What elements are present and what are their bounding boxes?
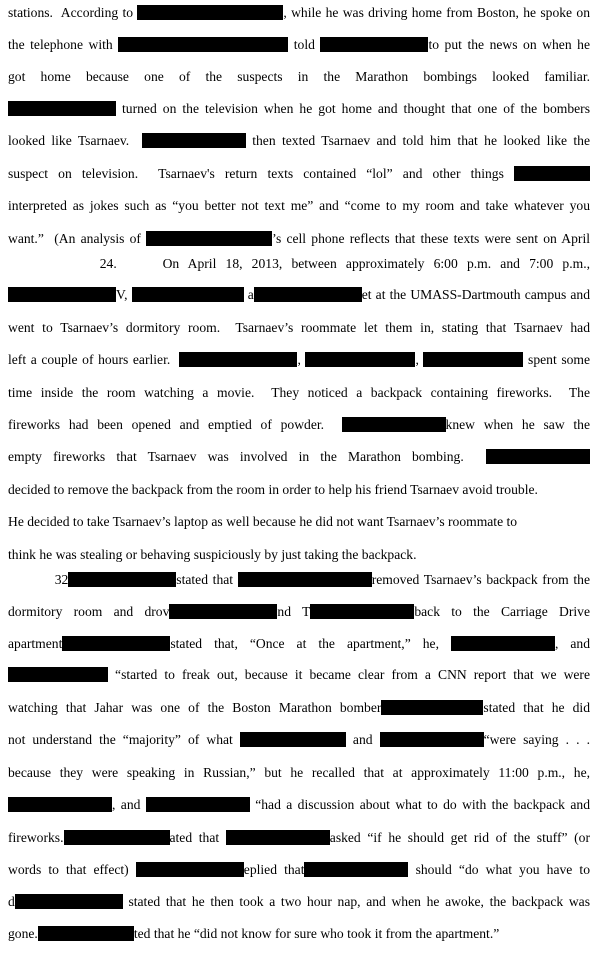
text-segment: 24. On April 18, 2013, between approximately 6:00 p.m. and 7:00 p.m., bbox=[8, 256, 590, 271]
text-segment: fireworks had been opened and emptied of powder. bbox=[8, 417, 342, 432]
text-segment: should “do what you have to bbox=[408, 862, 590, 877]
text-line bbox=[8, 732, 590, 748]
text-segment: apartment bbox=[8, 636, 63, 651]
text-line bbox=[8, 604, 590, 620]
text-segment: , and bbox=[112, 797, 146, 812]
text-segment: He decided to take Tsarnaev’s laptop as well because he did not want Tsarnaev’s roommate to bbox=[8, 514, 518, 529]
text-segment: want.” (An analysis of bbox=[8, 231, 147, 246]
redaction-bar bbox=[423, 352, 523, 367]
redaction-bar bbox=[320, 37, 428, 52]
redaction-bar bbox=[486, 449, 590, 464]
text-segment: think he was stealing or behaving suspiciously by just taking the backpack. bbox=[8, 547, 417, 562]
text-line bbox=[8, 926, 590, 942]
text-segment: stations. According to bbox=[8, 5, 138, 20]
text-line bbox=[8, 572, 590, 588]
text-line bbox=[8, 256, 590, 272]
text-segment: V, bbox=[116, 287, 132, 302]
text-segment: stated that he did bbox=[483, 700, 590, 715]
redaction-bar bbox=[118, 37, 288, 52]
redaction-bar bbox=[146, 797, 250, 812]
text-segment: stated that he then took a two hour nap, and when he awoke, the backpack was bbox=[122, 894, 590, 909]
redaction-bar bbox=[146, 231, 272, 246]
text-line bbox=[8, 667, 590, 683]
redaction-bar bbox=[132, 287, 244, 302]
text-line bbox=[8, 133, 590, 149]
text-segment: empty fireworks that Tsarnaev was involved in the Marathon bombing. bbox=[8, 449, 486, 464]
text-segment: stated that bbox=[176, 572, 238, 587]
text-line bbox=[8, 101, 590, 117]
text-segment: et at the UMASS-Dartmouth campus and bbox=[361, 287, 590, 302]
text-line bbox=[8, 166, 590, 182]
text-segment: “started to freak out, because it became clear from a CNN report that we were bbox=[108, 667, 590, 682]
redaction-bar bbox=[137, 5, 283, 20]
text-segment: gone. bbox=[8, 926, 38, 941]
text-segment: , bbox=[297, 352, 306, 367]
redaction-bar bbox=[38, 926, 134, 941]
text-segment: ted that he “did not know for sure who took it from the apartment.” bbox=[133, 926, 500, 941]
text-segment: eplied that bbox=[243, 862, 305, 877]
redaction-bar bbox=[136, 862, 244, 877]
redaction-bar bbox=[310, 604, 414, 619]
text-segment: back to the Carriage Drive bbox=[414, 604, 590, 619]
text-segment: looked like Tsarnaev. bbox=[8, 133, 142, 148]
redaction-bar bbox=[64, 830, 170, 845]
text-segment: and bbox=[345, 732, 380, 747]
text-segment: nd T bbox=[277, 604, 311, 619]
text-segment: removed Tsarnaev’s backpack from the bbox=[371, 572, 591, 587]
text-line bbox=[8, 894, 590, 910]
text-segment: , and bbox=[554, 636, 590, 651]
text-segment: dormitory room and drov bbox=[8, 604, 170, 619]
redaction-bar bbox=[62, 636, 170, 651]
text-segment: suspect on television. Tsarnaev's return texts contained “lol” and other things bbox=[8, 166, 514, 181]
text-line bbox=[8, 830, 590, 846]
redaction-bar bbox=[238, 572, 372, 587]
text-segment: “were saying . . . bbox=[483, 732, 590, 747]
redaction-bar bbox=[381, 700, 483, 715]
redaction-bar bbox=[179, 352, 297, 367]
text-segment: told bbox=[288, 37, 321, 52]
text-segment: not understand the “majority” of what bbox=[8, 732, 240, 747]
text-segment: went to Tsarnaev’s dormitory room. Tsarnaev’s roommate let them in, stating that Tsarnaev had bbox=[8, 320, 590, 335]
text-segment: asked “if he should get rid of the stuff” (or bbox=[329, 830, 590, 845]
text-segment: to put the news on when he bbox=[428, 37, 590, 52]
text-segment: ated that bbox=[169, 830, 226, 845]
text-segment: 32 bbox=[8, 572, 69, 587]
text-segment: , while he was driving home from Boston, he spoke on bbox=[283, 5, 590, 20]
text-segment: fireworks. bbox=[8, 830, 64, 845]
redaction-bar bbox=[380, 732, 484, 747]
text-segment: words to that effect) bbox=[8, 862, 136, 877]
text-line bbox=[8, 862, 590, 878]
text-line bbox=[8, 765, 590, 781]
text-line bbox=[8, 449, 590, 465]
text-line bbox=[8, 700, 590, 716]
redaction-bar bbox=[226, 830, 330, 845]
text-line bbox=[8, 231, 590, 247]
redaction-bar bbox=[142, 133, 246, 148]
text-line bbox=[8, 547, 590, 563]
text-line bbox=[8, 320, 590, 336]
text-segment: the telephone with bbox=[8, 37, 119, 52]
text-segment: because they were speaking in Russian,” but he recalled that at approximately 11:00 p.m., he, bbox=[8, 765, 590, 780]
text-segment: “had a discussion about what to do with the backpack and bbox=[249, 797, 590, 812]
text-segment: a bbox=[243, 287, 254, 302]
redaction-bar bbox=[342, 417, 446, 432]
redaction-bar bbox=[8, 287, 116, 302]
redaction-bar bbox=[304, 862, 408, 877]
redaction-bar bbox=[8, 101, 116, 116]
text-segment: time inside the room watching a movie. They noticed a backpack containing fireworks. The bbox=[8, 385, 590, 400]
redaction-bar bbox=[15, 894, 123, 909]
redaction-bar bbox=[514, 166, 590, 181]
text-line bbox=[8, 797, 590, 813]
text-segment: got home because one of the suspects in the Marathon bombings looked familiar. bbox=[8, 69, 590, 84]
redaction-bar bbox=[451, 636, 555, 651]
redaction-bar bbox=[169, 604, 277, 619]
text-segment: , bbox=[415, 352, 424, 367]
text-segment: stated that, “Once at the apartment,” he, bbox=[170, 636, 451, 651]
redaction-bar bbox=[68, 572, 176, 587]
text-line bbox=[8, 287, 590, 303]
text-line bbox=[8, 352, 590, 368]
text-segment: turned on the television when he got home and thought that one of the bombers bbox=[116, 101, 590, 116]
text-segment: left a couple of hours earlier. bbox=[8, 352, 180, 367]
redaction-bar bbox=[8, 667, 108, 682]
text-segment: decided to remove the backpack from the room in order to help his friend Tsarnaev avoid trouble. bbox=[8, 482, 538, 497]
text-line bbox=[8, 636, 590, 652]
text-line bbox=[8, 37, 590, 53]
text-segment: d bbox=[8, 894, 15, 909]
text-segment: spent some bbox=[523, 352, 591, 367]
text-line bbox=[8, 5, 590, 21]
redaction-bar bbox=[305, 352, 415, 367]
text-segment: knew when he saw the bbox=[445, 417, 590, 432]
text-segment: then texted Tsarnaev and told him that he looked like the bbox=[245, 133, 590, 148]
redaction-bar bbox=[254, 287, 362, 302]
redaction-bar bbox=[8, 797, 112, 812]
text-line bbox=[8, 417, 590, 433]
text-line bbox=[8, 482, 590, 498]
text-segment: interpreted as jokes such as “you better not text me” and “come to my room and take whatever you bbox=[8, 198, 590, 213]
text-line bbox=[8, 198, 590, 214]
text-line bbox=[8, 69, 590, 85]
text-line bbox=[8, 514, 590, 530]
text-segment: ’s cell phone reflects that these texts were sent on April bbox=[272, 231, 591, 246]
text-segment: watching that Jahar was one of the Boston Marathon bomber bbox=[8, 700, 382, 715]
text-line bbox=[8, 385, 590, 401]
redaction-bar bbox=[240, 732, 346, 747]
